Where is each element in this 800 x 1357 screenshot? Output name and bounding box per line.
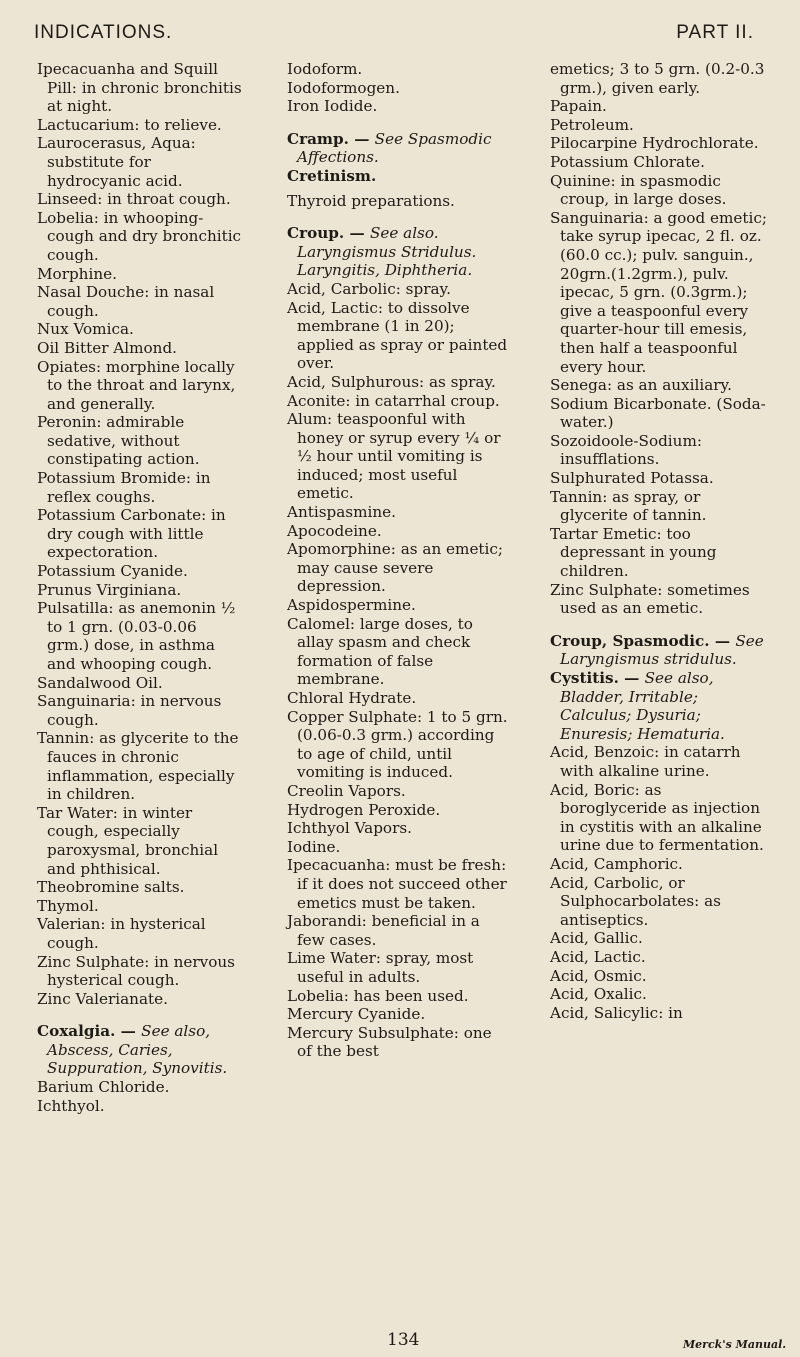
remedy-entry: Acid, Oxalic.: [550, 985, 647, 1004]
remedy-entry: Antispasmine.: [287, 503, 396, 522]
remedy-entry: Pulsatilla: as anemonin ½ to 1 grn. (0.03-0.06 grm.) dose, in asthma and whooping cough.: [37, 599, 236, 673]
remedy-entry: Opiates: morphine locally to the throat and larynx, and generally.: [37, 357, 236, 413]
remedy-entry: emetics; 3 to 5 grn. (0.2-0.3 grm.), given early.: [550, 60, 765, 97]
cross-reference: See also, Bladder, Irritable; Calculus; Dysuria; Enuresis; Hematuria.: [560, 669, 725, 743]
heading-term: Cramp. —: [287, 129, 375, 148]
section-heading: [287, 224, 509, 280]
remedy-entry: Potassium Chlorate.: [550, 152, 705, 171]
heading-term: Cystitis. —: [550, 669, 645, 687]
remedy-entry: Creolin Vapors.: [287, 781, 406, 800]
remedy-entry: Oil Bitter Almond.: [37, 338, 177, 357]
remedy-entry: Acid, Lactic: to dissolve membrane (1 in 20); applied as spray or painted over.: [287, 298, 508, 373]
remedy-entry: Sozoidoole-Sodium: insufflations.: [550, 431, 702, 469]
remedy-entry: Potassium Bromide: in reflex coughs.: [37, 469, 211, 506]
remedy-entry: Linseed: in throat cough.: [37, 190, 231, 209]
remedy-entry: Nux Vomica.: [37, 320, 134, 339]
remedy-entry: Ipecacuanha and Squill Pill: in chronic bronchitis at night.: [37, 60, 242, 116]
remedy-entry: Alum: teaspoonful with honey or syrup every ¼ or ½ hour until vomiting is induced; most useful emetic.: [287, 410, 501, 503]
remedy-entry: Chloral Hydrate.: [287, 689, 417, 707]
remedy-entry: Sulphurated Potassa.: [550, 469, 714, 488]
cross-reference: See Laryngismus stridulus.: [560, 631, 764, 669]
remedy-entry: Sanguinaria: a good emetic; take syrup ipecac, 2 fl. oz. (60.0 cc.); pulv. sanguin., 20grn.(1.2grm.), pulv. ipecac, 5 grn. (0.3grm.); give a teaspoonful every quarter-hour till emesis, then half a teaspoonful every hour.: [550, 208, 767, 376]
remedy-entry: Copper Sulphate: 1 to 5 grn. (0.06-0.3 grm.) according to age of child, until vomiting is induced.: [287, 707, 508, 782]
remedy-entry: Acid, Gallic.: [550, 929, 643, 948]
remedy-entry: Iodoformogen.: [287, 78, 400, 97]
heading-term: Croup, Spasmodic. —: [550, 631, 736, 650]
remedy-entry: Sandalwood Oil.: [37, 673, 163, 692]
section-heading: [37, 1022, 242, 1078]
remedy-entry: Senega: as an auxiliary.: [550, 376, 732, 395]
publisher-footer: Merck's Manual.: [683, 1338, 787, 1351]
remedy-entry: Valerian: in hysterical cough.: [37, 915, 206, 952]
cross-reference: See also. Laryngismus Stridulus. Laryngitis, Diphtheria.: [297, 224, 477, 280]
running-header: [0, 22, 800, 52]
remedy-entry: Ipecacuanha: must be fresh: if it does not succeed other emetics must be taken.: [287, 856, 507, 912]
remedy-entry: Zinc Valerianate.: [37, 989, 168, 1008]
remedy-entry: Acid, Sulphurous: as spray.: [287, 372, 496, 391]
remedy-entry: Iodoform.: [287, 60, 363, 78]
remedy-entry: Tannin: as glycerite to the fauces in chronic inflammation, especially in children.: [37, 729, 239, 804]
remedy-entry: Papain.: [550, 97, 607, 116]
remedy-entry: Lobelia: in whooping-cough and dry bronchitic cough.: [37, 208, 242, 264]
remedy-entry: Thyroid preparations.: [287, 191, 455, 210]
remedy-entry: Jaborandi: beneficial in a few cases.: [287, 912, 480, 949]
section-heading: [550, 669, 768, 743]
remedy-entry: Mercury Cyanide.: [287, 1005, 426, 1024]
remedy-entry: Morphine.: [37, 264, 117, 283]
remedy-entry: Lime Water: spray, most useful in adults.: [287, 949, 474, 986]
remedy-entry: Potassium Cyanide.: [37, 562, 188, 581]
remedy-entry: Theobromine salts.: [37, 878, 185, 897]
remedy-entry: Aspidospermine.: [287, 596, 416, 615]
cross-reference: See Spasmodic Affections.: [297, 129, 492, 167]
remedy-entry: Lobelia: has been used.: [287, 986, 469, 1005]
remedy-entry: Apomorphine: as an emetic; may cause severe depression.: [287, 540, 504, 596]
remedy-entry: Nasal Douche: in nasal cough.: [37, 283, 215, 320]
remedy-entry: Iron Iodide.: [287, 97, 378, 116]
remedy-entry: Acid, Carbolic, or Sulphocarbolates: as antiseptics.: [550, 873, 721, 929]
remedy-entry: Thymol.: [37, 896, 99, 915]
remedy-entry: Sodium Bicarbonate. (Soda-water.): [550, 394, 766, 432]
remedy-entry: Acid, Benzoic: in catarrh with alkaline urine.: [550, 743, 741, 780]
header-part-label: PART II.: [676, 22, 754, 43]
remedy-entry: Sanguinaria: in nervous cough.: [37, 692, 222, 729]
header-section-title: INDICATIONS.: [34, 22, 173, 43]
remedy-entry: Mercury Subsulphate: one of the best: [287, 1023, 492, 1061]
remedy-entry: Acid, Salicylic: in: [550, 1003, 683, 1022]
cross-reference: See also, Abscess, Caries, Suppuration, Synovitis.: [47, 1022, 228, 1078]
remedy-entry: Iodine.: [287, 837, 341, 856]
remedy-entry: Quinine: in spasmodic croup, in large doses.: [550, 171, 727, 209]
remedy-entry: Petroleum.: [550, 115, 634, 134]
remedy-entry: Hydrogen Peroxide.: [287, 800, 441, 819]
section-heading: [287, 167, 509, 186]
text-column-left: [37, 60, 242, 1115]
remedy-entry: Prunus Virginiana.: [37, 580, 182, 599]
remedy-entry: Acid, Lactic.: [550, 947, 646, 966]
remedy-entry: Acid, Carbolic: spray.: [287, 279, 451, 298]
remedy-entry: Tannin: as spray, or glycerite of tannin.: [550, 487, 707, 525]
heading-term: Croup. —: [287, 224, 370, 243]
remedy-entry: Zinc Sulphate: sometimes used as an emetic.: [550, 580, 750, 618]
remedy-entry: Calomel: large doses, to allay spasm and check formation of false membrane.: [287, 614, 473, 689]
section-heading: [287, 130, 509, 167]
remedy-entry: Ichthyol.: [37, 1096, 105, 1115]
remedy-entry: Aconite: in catarrhal croup.: [287, 391, 500, 410]
remedy-entry: Tartar Emetic: too depressant in young children.: [550, 524, 717, 581]
remedy-entry: Peronin: admirable sedative, without constipating action.: [37, 413, 200, 469]
remedy-entry: Ichthyol Vapors.: [287, 819, 412, 838]
remedy-entry: Lactucarium: to relieve.: [37, 115, 222, 134]
remedy-entry: Apocodeine.: [287, 521, 382, 540]
heading-term: Cretinism.: [287, 166, 377, 185]
remedy-entry: Laurocerasus, Aqua: substitute for hydrocyanic acid.: [37, 134, 196, 190]
remedy-entry: Barium Chloride.: [37, 1078, 170, 1097]
remedy-entry: Acid, Boric: as boroglyceride as injection in cystitis with an alkaline urine due to fermentation.: [550, 780, 764, 855]
remedy-entry: Acid, Camphoric.: [550, 854, 683, 873]
heading-term: Coxalgia. —: [37, 1022, 142, 1041]
page-number: 134: [387, 1330, 420, 1350]
section-heading: [550, 632, 768, 669]
remedy-entry: Potassium Carbonate: in dry cough with little expectoration.: [37, 506, 226, 562]
text-column-middle: [287, 60, 509, 1061]
remedy-entry: Acid, Osmic.: [550, 966, 647, 985]
remedy-entry: Zinc Sulphate: in nervous hysterical cough.: [37, 952, 235, 990]
remedy-entry: Tar Water: in winter cough, especially paroxysmal, bronchial and phthisical.: [37, 803, 219, 878]
remedy-entry: Pilocarpine Hydrochlorate.: [550, 134, 759, 153]
text-column-right: [550, 60, 768, 1022]
